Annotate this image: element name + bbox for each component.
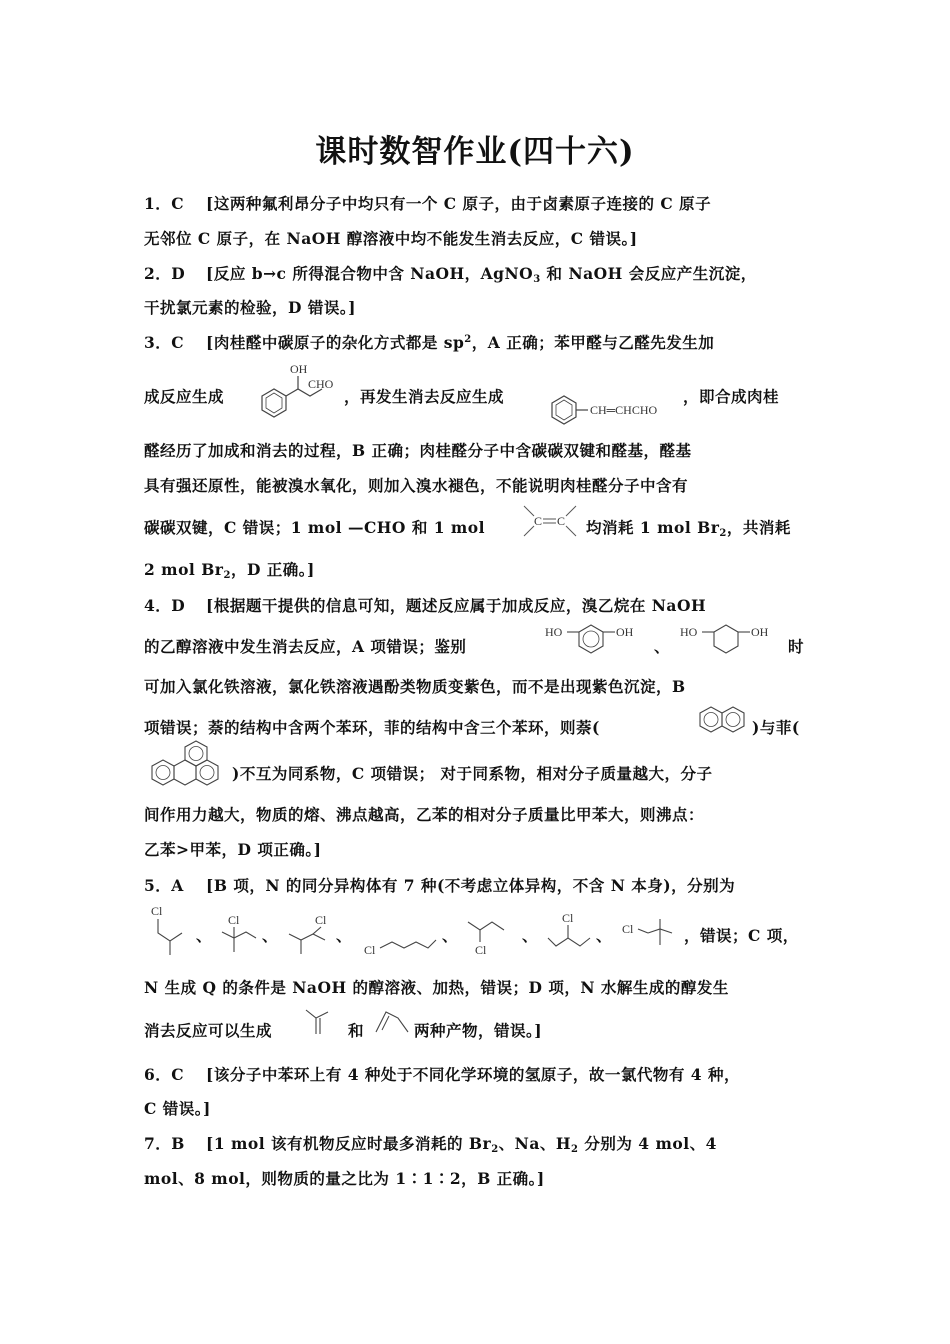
svg-text:OH: OH xyxy=(616,625,634,639)
cinnamaldehyde-structure xyxy=(546,385,686,425)
svg-text:OH: OH xyxy=(751,625,769,639)
answer-5-line-2-end: ，错误；C 项， xyxy=(684,926,799,945)
isomer-6-structure xyxy=(546,908,598,954)
svg-text:OH: OH xyxy=(290,362,308,376)
answer-5-line-4a: 消去反应可以生成 xyxy=(144,1021,273,1040)
answer-3-line-2a: 成反应生成 xyxy=(144,387,225,406)
resorcinol-structure xyxy=(545,620,650,660)
answer-7-line-2: mol、8 mol，则物质的量之比为 1∶1∶2，B 正确。] xyxy=(144,1169,545,1188)
isomer-1-structure xyxy=(148,903,198,959)
answer-3-line-1: 3．C [肉桂醛中碳原子的杂化方式都是 $sp^2$，A 正确；苯甲醛与乙醛先发生加 xyxy=(144,333,715,352)
answer-4-line-4a: 项错误；萘的结构中含两个苯环，菲的结构中含三个苯环，则萘( xyxy=(144,718,600,737)
isomer-separator: 、 xyxy=(336,926,353,945)
answer-5-line-1: 5．A [B 项，N 的同分异构体有 7 种(不考虑立体异构，不含 N 本身)，分别为 xyxy=(144,876,736,895)
answer-4-line-2a: 的乙醇溶液中发生消去反应，A 项错误；鉴别 xyxy=(144,637,467,656)
isomer-4-structure xyxy=(364,918,438,958)
answer-4-separator: 、 xyxy=(654,637,671,656)
answer-2-line-1: 2．D [反应 b→c 所得混合物中含 NaOH，AgNO$_3$ 和 NaOH 会反应产生沉淀， xyxy=(144,264,757,285)
answer-number: 2．D xyxy=(144,264,186,283)
isomer-separator: 、 xyxy=(196,926,213,945)
answer-7-line-1: 7．B [1 mol 该有机物反应时最多消耗的 $Br_2$、Na、$H_2$ 分别为 4 mol、4 xyxy=(144,1134,717,1155)
svg-text:Cl: Cl xyxy=(228,913,240,927)
answer-3-line-2c: ，即合成肉桂 xyxy=(683,387,780,406)
answer-1-line-1: 1．C [这两种氟利昂分子中均只有一个 C 原子，由于卤素原子连接的 C 原子 xyxy=(144,194,712,213)
isomer-separator: 、 xyxy=(262,926,279,945)
phenanthrene-structure xyxy=(148,744,232,790)
isomer-5-structure xyxy=(466,912,516,958)
answer-4-line-4b: )与菲( xyxy=(752,718,800,737)
cyclohexanediol-structure xyxy=(680,620,785,660)
svg-text:C: C xyxy=(557,514,566,528)
answer-3-line-5a: 碳碳双键，C 错误；1 mol —CHO 和 1 mol xyxy=(144,518,486,537)
answer-6-line-2: C 错误。] xyxy=(144,1099,211,1118)
answer-1-line-2: 无邻位 C 原子，在 NaOH 醇溶液中均不能发生消去反应，C 错误。] xyxy=(144,229,638,248)
answer-number: 6．C xyxy=(144,1065,185,1084)
svg-text:Cl: Cl xyxy=(475,943,487,957)
svg-text:C: C xyxy=(534,514,543,528)
answer-3-line-6: 2 mol $Br_2$，D 正确。] xyxy=(144,560,315,581)
answer-4-line-5: )不互为同系物，C 项错误； 对于同系物，相对分子质量越大，分子 xyxy=(232,764,713,783)
answer-4-line-7: 乙苯>甲苯，D 项正确。] xyxy=(144,840,322,859)
svg-text:Cl: Cl xyxy=(151,904,163,918)
answer-number: 1．C xyxy=(144,194,185,213)
answer-6-line-1: 6．C [该分子中苯环上有 4 种处于不同化学环境的氢原子，故一氯代物有 4 种， xyxy=(144,1065,740,1084)
answer-4-line-2c: 时 xyxy=(788,637,805,656)
svg-text:Cl: Cl xyxy=(562,911,574,925)
naphthalene-structure xyxy=(694,703,754,737)
answer-number: 7．B xyxy=(144,1134,185,1153)
answer-3-line-2b: ，再发生消去反应生成 xyxy=(344,387,505,406)
svg-text:Cl: Cl xyxy=(315,913,327,927)
answer-3-line-5b: 均消耗 1 mol $Br_2$，共消耗 xyxy=(586,518,791,539)
alkene-product-1 xyxy=(302,1004,342,1040)
isomer-separator: 、 xyxy=(596,926,613,945)
cc-double-bond-structure xyxy=(518,502,582,542)
svg-text:CH═CHCHO: CH═CHCHO xyxy=(590,403,658,417)
page-title: 课时数智作业(四十六) xyxy=(315,134,635,170)
isomer-7-structure xyxy=(622,915,682,955)
answer-4-line-1: 4．D [根据题干提供的信息可知，题述反应属于加成反应，溴乙烷在 NaOH xyxy=(144,596,707,615)
isomer-3-structure xyxy=(287,910,335,956)
answer-number: 3．C xyxy=(144,333,185,352)
answer-3-line-3: 醛经历了加成和消去的过程，B 正确；肉桂醛分子中含碳碳双键和醛基，醛基 xyxy=(144,441,692,460)
answer-number: 4．D xyxy=(144,596,186,615)
svg-text:HO: HO xyxy=(545,625,563,639)
answer-3-line-4: 具有强还原性，能被溴水氧化，则加入溴水褪色，不能说明肉桂醛分子中含有 xyxy=(144,476,689,495)
svg-text:Cl: Cl xyxy=(622,922,634,936)
answer-2-line-2: 干扰氯元素的检验，D 错误。] xyxy=(144,298,356,317)
hydroxy-aldehyde-structure xyxy=(244,360,344,420)
answer-5-line-4b: 和 xyxy=(348,1021,365,1040)
svg-text:HO: HO xyxy=(680,625,698,639)
answer-5-line-4c: 两种产物，错误。] xyxy=(414,1021,543,1040)
isomer-separator: 、 xyxy=(442,926,459,945)
answer-5-line-3: N 生成 Q 的条件是 NaOH 的醇溶液、加热，错误；D 项，N 水解生成的醇发生 xyxy=(144,978,729,997)
answer-4-line-6: 间作用力越大，物质的熔、沸点越高，乙苯的相对分子质量比甲苯大，则沸点： xyxy=(144,805,705,824)
svg-text:CHO: CHO xyxy=(308,377,334,391)
answer-4-line-3: 可加入氯化铁溶液，氯化铁溶液遇酚类物质变紫色，而不是出现紫色沉淀，B xyxy=(144,677,686,696)
svg-text:Cl: Cl xyxy=(364,943,376,957)
alkene-product-2 xyxy=(372,1004,414,1040)
isomer-separator: 、 xyxy=(522,926,539,945)
isomer-2-structure xyxy=(220,910,264,956)
answer-number: 5．A xyxy=(144,876,184,895)
